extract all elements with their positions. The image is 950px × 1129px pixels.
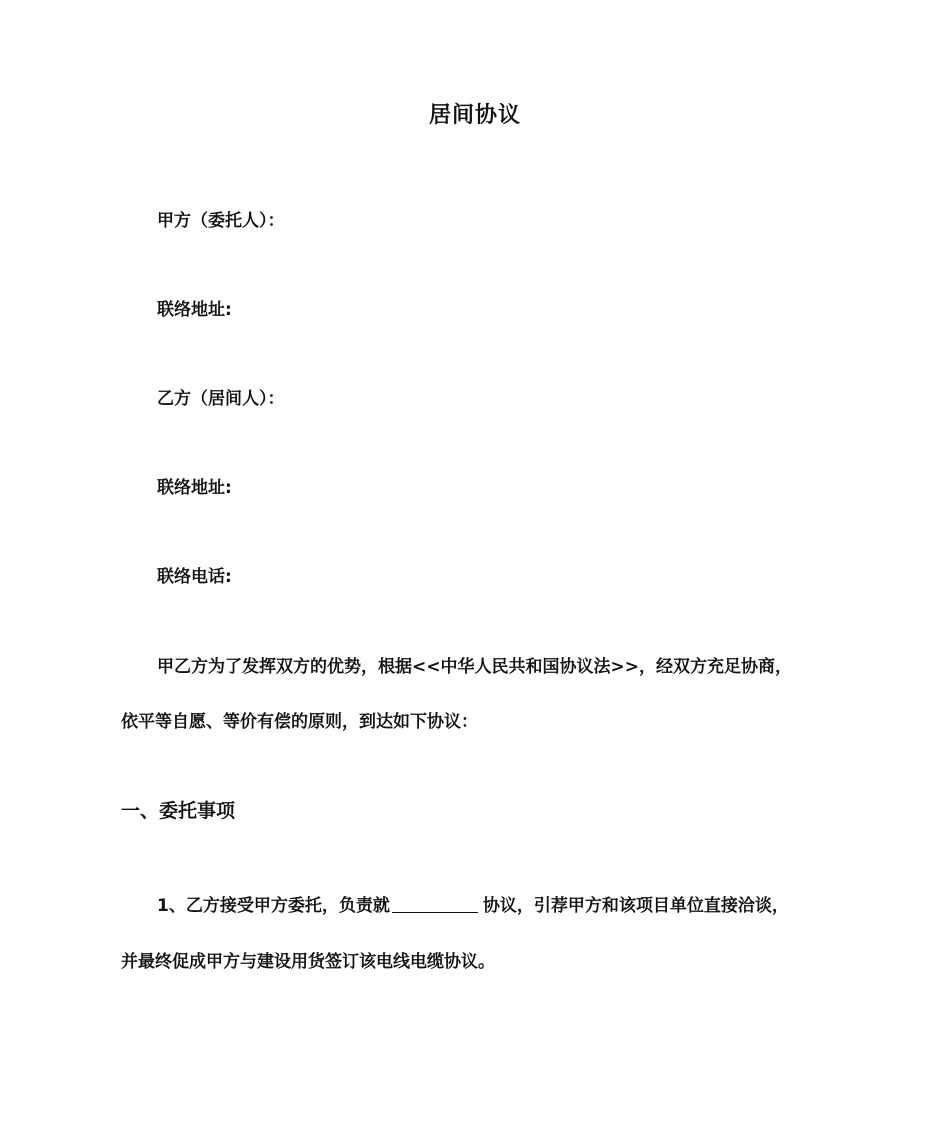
party-a-label: 甲方（委托人）： xyxy=(157,211,285,231)
section-heading-entrustment: 一、委托事项 xyxy=(121,800,236,822)
item-1-text-after-blank: 协议，引荐甲方和该项目单位直接洽谈， xyxy=(482,896,789,916)
party-a-address-label: 联络地址: xyxy=(157,300,232,320)
intro-paragraph-line-2: 依平等自愿、等价有偿的原则，到达如下协议： xyxy=(121,712,478,732)
item-1-text-before-blank: 1、乙方接受甲方委托，负责就 xyxy=(157,896,390,916)
party-b-address-label: 联络地址: xyxy=(157,478,232,498)
intro-paragraph-line-1: 甲乙方为了发挥双方的优势，根据<<中华人民共和国协议法>>，经双方充足协商， xyxy=(157,657,792,677)
party-b-phone-label: 联络电话: xyxy=(157,567,232,587)
fill-in-blank xyxy=(392,894,478,913)
document-title: 居间协议 xyxy=(428,103,521,128)
party-b-label: 乙方（居间人）： xyxy=(157,389,285,409)
item-1-line-2: 并最终促成甲方与建设用货签订该电线电缆协议。 xyxy=(121,952,495,972)
item-1-line-1 xyxy=(157,891,789,916)
